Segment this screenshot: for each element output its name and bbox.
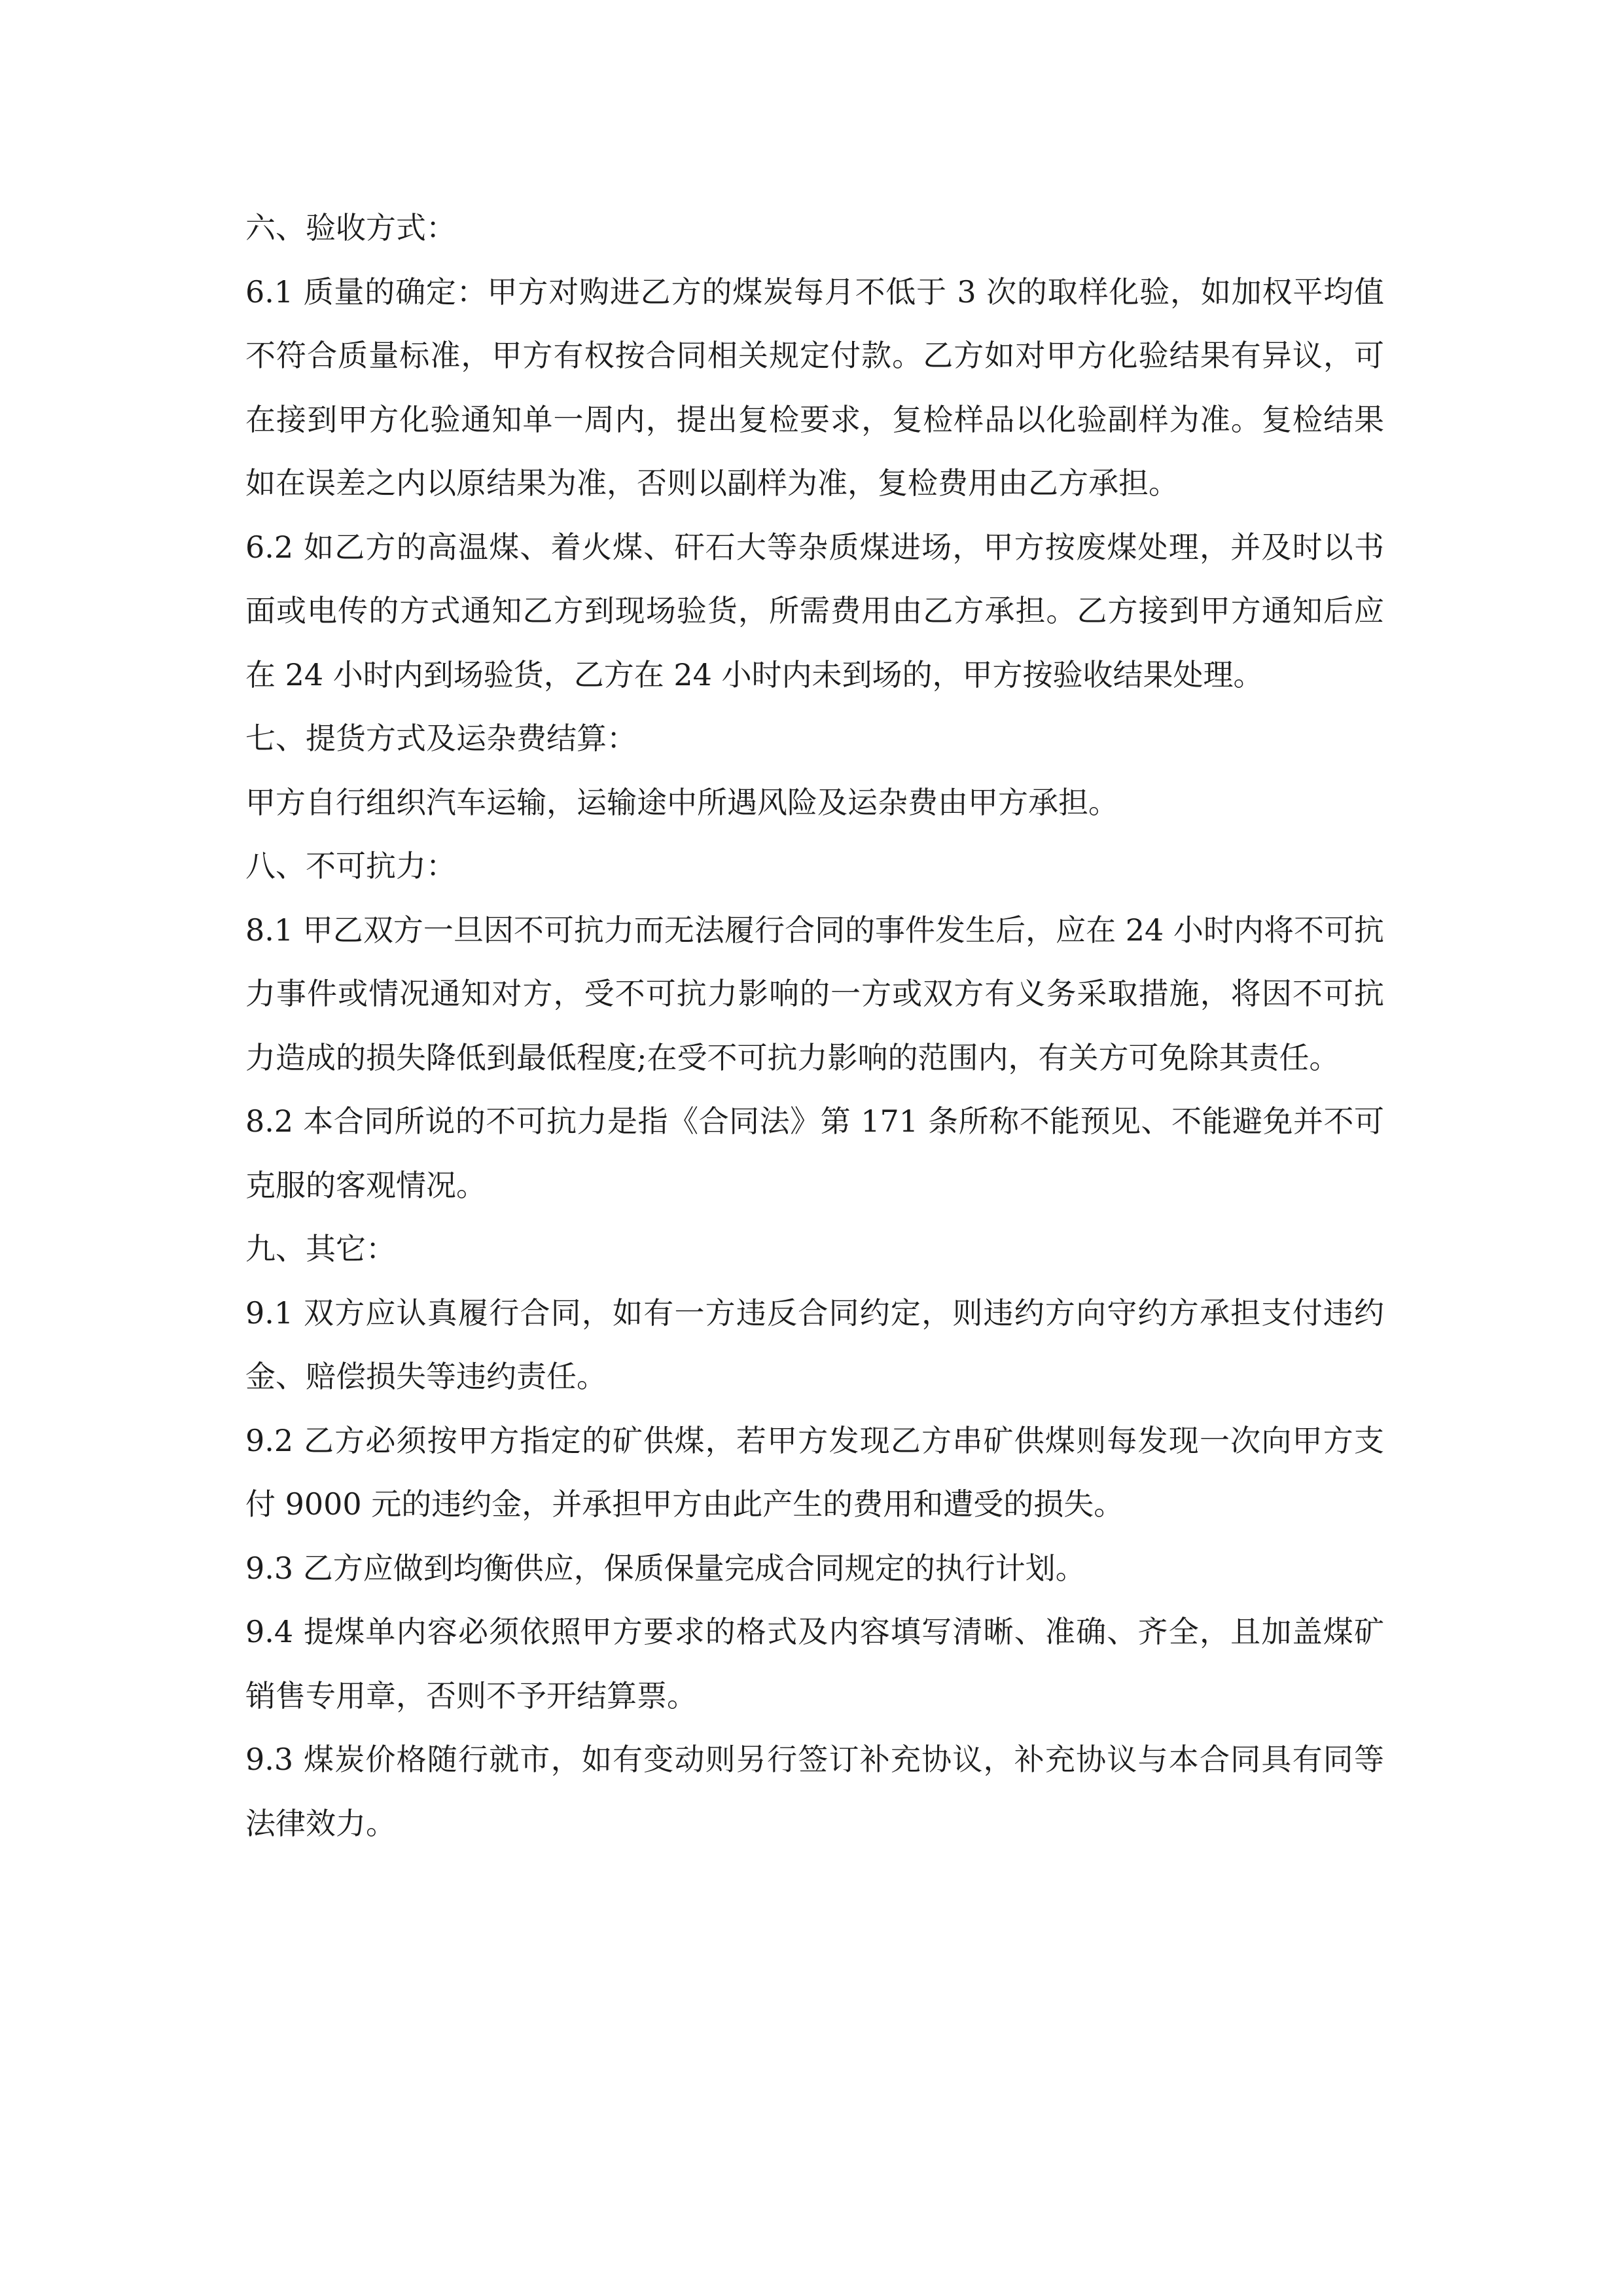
clause-8-1: 8.1 甲乙双方一旦因不可抗力而无法履行合同的事件发生后，应在 24 小时内将不可抗力事件或情况通知对方，受不可抗力影响的一方或双方有义务采取措施，将因不可抗力造成的损失降低到最低程度;在受不可抗力影响的范围内，有关方可免除其责任。 [245, 912, 1384, 1075]
section-heading-acceptance: 六、验收方式： [245, 210, 456, 245]
clause-9-2: 9.2 乙方必须按甲方指定的矿供煤，若甲方发现乙方串矿供煤则每发现一次向甲方支付 9000 元的违约金，并承担甲方由此产生的费用和遭受的损失。 [245, 1422, 1384, 1522]
clause-9-4: 9.4 提煤单内容必须依照甲方要求的格式及内容填写清晰、准确、齐全，且加盖煤矿销售专用章，否则不予开结算票。 [245, 1614, 1384, 1713]
clause-9-3: 9.3 乙方应做到均衡供应，保质保量完成合同规定的执行计划。 [245, 1550, 1086, 1586]
clause-9-1: 9.1 双方应认真履行合同，如有一方违反合同约定，则违约方向守约方承担支付违约金、赔偿损失等违约责任。 [245, 1295, 1384, 1394]
clause-9-3-price: 9.3 煤炭价格随行就市，如有变动则另行签订补充协议，补充协议与本合同具有同等法律效力。 [245, 1742, 1384, 1841]
clause-6-2: 6.2 如乙方的高温煤、着火煤、矸石大等杂质煤进场，甲方按废煤处理，并及时以书面或电传的方式通知乙方到现场验货，所需费用由乙方承担。乙方接到甲方通知后应在 24 小时内到场验货，乙方在 24 小时内未到场的，甲方按验收结果处理。 [245, 529, 1384, 692]
delivery-paragraph: 甲方自行组织汽车运输，运输途中所遇风险及运杂费由甲方承担。 [245, 784, 1118, 820]
clause-6-1: 6.1 质量的确定：甲方对购进乙方的煤炭每月不低于 3 次的取样化验，如加权平均值不符合质量标准，甲方有权按合同相关规定付款。乙方如对甲方化验结果有异议，可在接到甲方化验通知单一周内，提出复检要求，复检样品以化验副样为准。复检结果如在误差之内以原结果为准，否则以副样为准，复检费用由乙方承担。 [245, 274, 1384, 501]
section-heading-delivery: 七、提货方式及运杂费结算： [245, 721, 637, 756]
clause-8-2: 8.2 本合同所说的不可抗力是指《合同法》第 171 条所称不能预见、不能避免并不可克服的客观情况。 [245, 1103, 1384, 1203]
document-body [245, 196, 1384, 1856]
section-heading-force-majeure: 八、不可抗力： [245, 848, 456, 884]
section-heading-other: 九、其它： [245, 1231, 396, 1266]
